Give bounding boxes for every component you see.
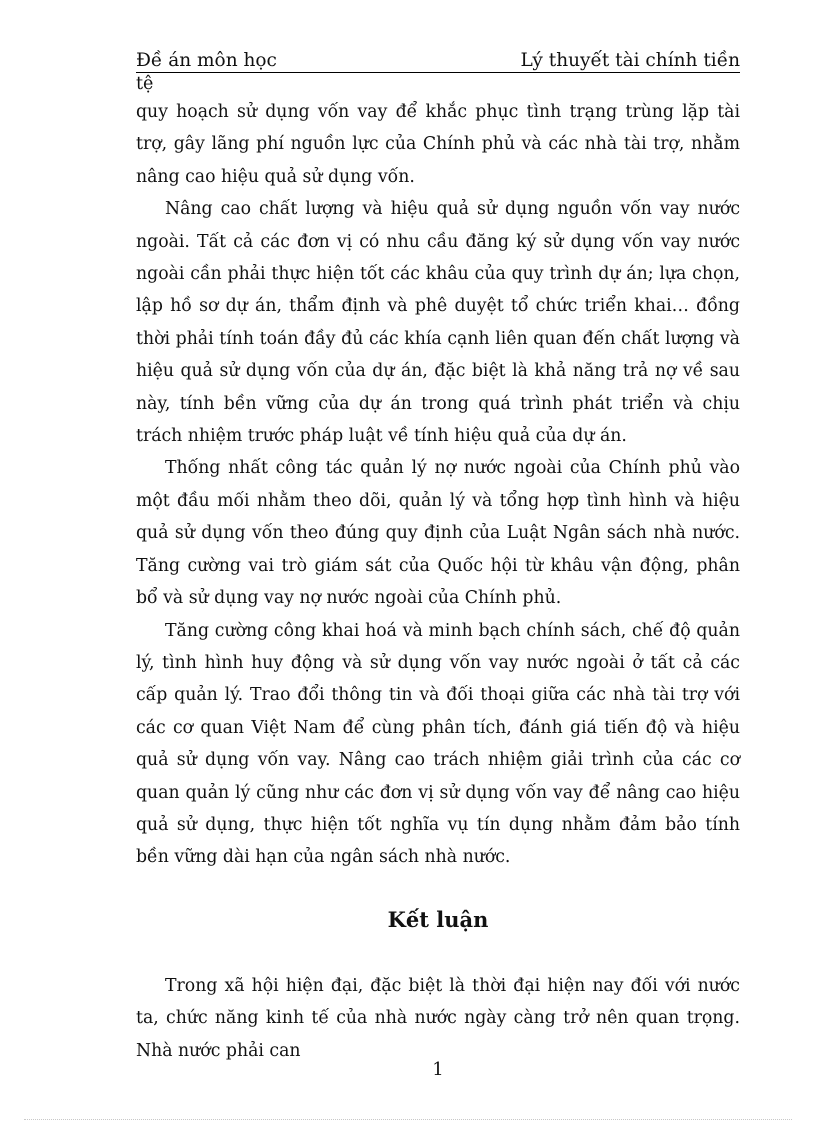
paragraph: quy hoạch sử dụng vốn vay để khắc phục tình trạng trùng lặp tài trợ, gây lãng phí nguồn lực của Chính phủ và các nhà tài trợ, nhằm nâng cao hiệu quả sử dụng vốn. <box>136 102 740 187</box>
page-header <box>136 50 740 95</box>
page-number: 1 <box>432 1059 444 1080</box>
header-line <box>136 50 740 73</box>
header-right: Lý thuyết tài chính tiền <box>520 50 740 71</box>
header-continuation: tệ <box>136 74 154 94</box>
paragraph: Nâng cao chất lượng và hiệu quả sử dụng nguồn vốn vay nước ngoài. Tất cả các đơn vị có nhu cầu đăng ký sử dụng vốn vay nước ngoài cần phải thực hiện tốt các khâu của quy trình dự án; lựa chọn, lập hồ sơ dự án, thẩm định và phê duyệt tổ chức triển khai… đồng thời phải tính toán đầy đủ các khía cạnh liên quan đến chất lượng và hiệu quả sử dụng vốn của dự án, đặc biệt là khả năng trả nợ về sau này, tính bền vững của dự án trong quá trình phát triển và chịu trách nhiệm trước pháp luật về tính hiệu quả của dự án. <box>136 199 740 447</box>
paragraph: Trong xã hội hiện đại, đặc biệt là thời đại hiện nay đối với nước ta, chức năng kinh tế của nhà nước ngày càng trở nên quan trọng. Nhà nước phải can <box>136 976 740 1061</box>
conclusion-text <box>136 970 740 1067</box>
body-text <box>136 96 740 874</box>
section-heading: Kết luận <box>387 907 489 932</box>
paragraph: Thống nhất công tác quản lý nợ nước ngoài của Chính phủ vào một đầu mối nhằm theo dõi, quản lý và tổng hợp tình hình và hiệu quả sử dụng vốn theo đúng quy định của Luật Ngân sách nhà nước. Tăng cường vai trò giám sát của Quốc hội từ khâu vận động, phân bổ và sử dụng vay nợ nước ngoài của Chính phủ. <box>136 458 740 609</box>
header-left: Đề án môn học <box>136 50 277 71</box>
page-bottom-divider <box>24 1119 792 1120</box>
paragraph: Tăng cường công khai hoá và minh bạch chính sách, chế độ quản lý, tình hình huy động và sử dụng vốn vay nước ngoài ở tất cả các cấp quản lý. Trao đổi thông tin và đối thoại giữa các nhà tài trợ với các cơ quan Việt Nam để cùng phân tích, đánh giá tiến độ và hiệu quả sử dụng vốn vay. Nâng cao trách nhiệm giải trình của các cơ quan quản lý cũng như các đơn vị sử dụng vốn vay để nâng cao hiệu quả sử dụng, thực hiện tốt nghĩa vụ tín dụng nhằm đảm bảo tính bền vững dài hạn của ngân sách nhà nước. <box>136 620 740 868</box>
